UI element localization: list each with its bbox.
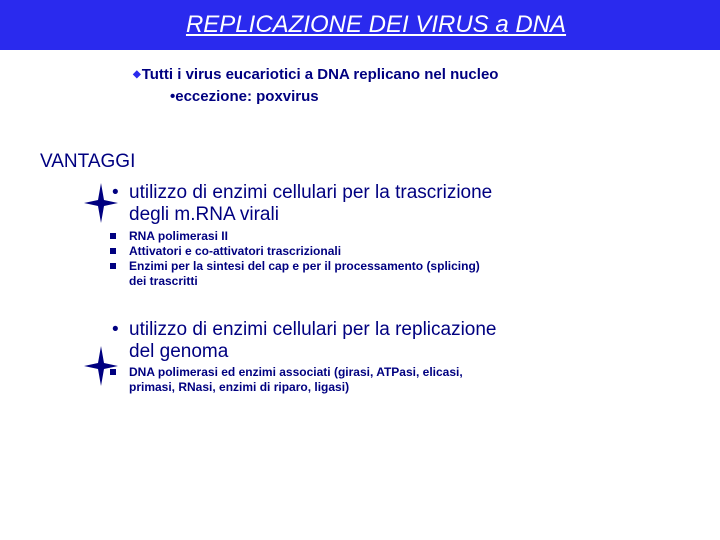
list-item-text: Attivatori e co-attivatori trascrizionali bbox=[129, 244, 342, 258]
section-heading: VANTAGGI bbox=[40, 151, 136, 172]
diamond-bullet-icon: ◆ bbox=[133, 69, 141, 80]
square-bullet-icon bbox=[110, 233, 116, 239]
bullet-dot: • bbox=[112, 319, 119, 340]
list-item-text: primasi, RNasi, enzimi di riparo, ligasi) bbox=[129, 380, 350, 394]
point-line: del genoma bbox=[129, 341, 229, 362]
list-item-text: Enzimi per la sintesi del cap e per il processamento (splicing) bbox=[129, 259, 480, 273]
sub-list-2 bbox=[110, 365, 570, 395]
intro-text: Tutti i virus eucariotici a DNA replicano nel nucleo bbox=[141, 66, 499, 83]
point-line: utilizzo di enzimi cellulari per la replicazione bbox=[129, 319, 497, 340]
point-line: utilizzo di enzimi cellulari per la trascrizione bbox=[129, 182, 493, 203]
point-line: degli m.RNA virali bbox=[129, 204, 279, 225]
list-item-text: dei trascritti bbox=[129, 274, 198, 288]
intro-bullet bbox=[133, 66, 498, 86]
list-item-text: DNA polimerasi ed enzimi associati (girasi, ATPasi, elicasi, bbox=[129, 365, 463, 379]
list-item bbox=[110, 365, 570, 395]
intro-subtext: •eccezione: poxvirus bbox=[170, 88, 319, 105]
advantage-point-2 bbox=[112, 319, 572, 363]
list-item bbox=[110, 244, 570, 259]
sub-list-1 bbox=[110, 229, 570, 289]
bullet-dot: • bbox=[112, 182, 119, 203]
list-item bbox=[110, 259, 570, 289]
square-bullet-icon bbox=[110, 263, 116, 269]
square-bullet-icon bbox=[110, 369, 116, 375]
slide-title: REPLICAZIONE DEI VIRUS a DNA bbox=[185, 11, 567, 38]
square-bullet-icon bbox=[110, 248, 116, 254]
advantage-point-1 bbox=[112, 182, 572, 226]
list-item-text: RNA polimerasi II bbox=[129, 229, 228, 243]
list-item bbox=[110, 229, 570, 244]
title-bar bbox=[0, 0, 720, 50]
